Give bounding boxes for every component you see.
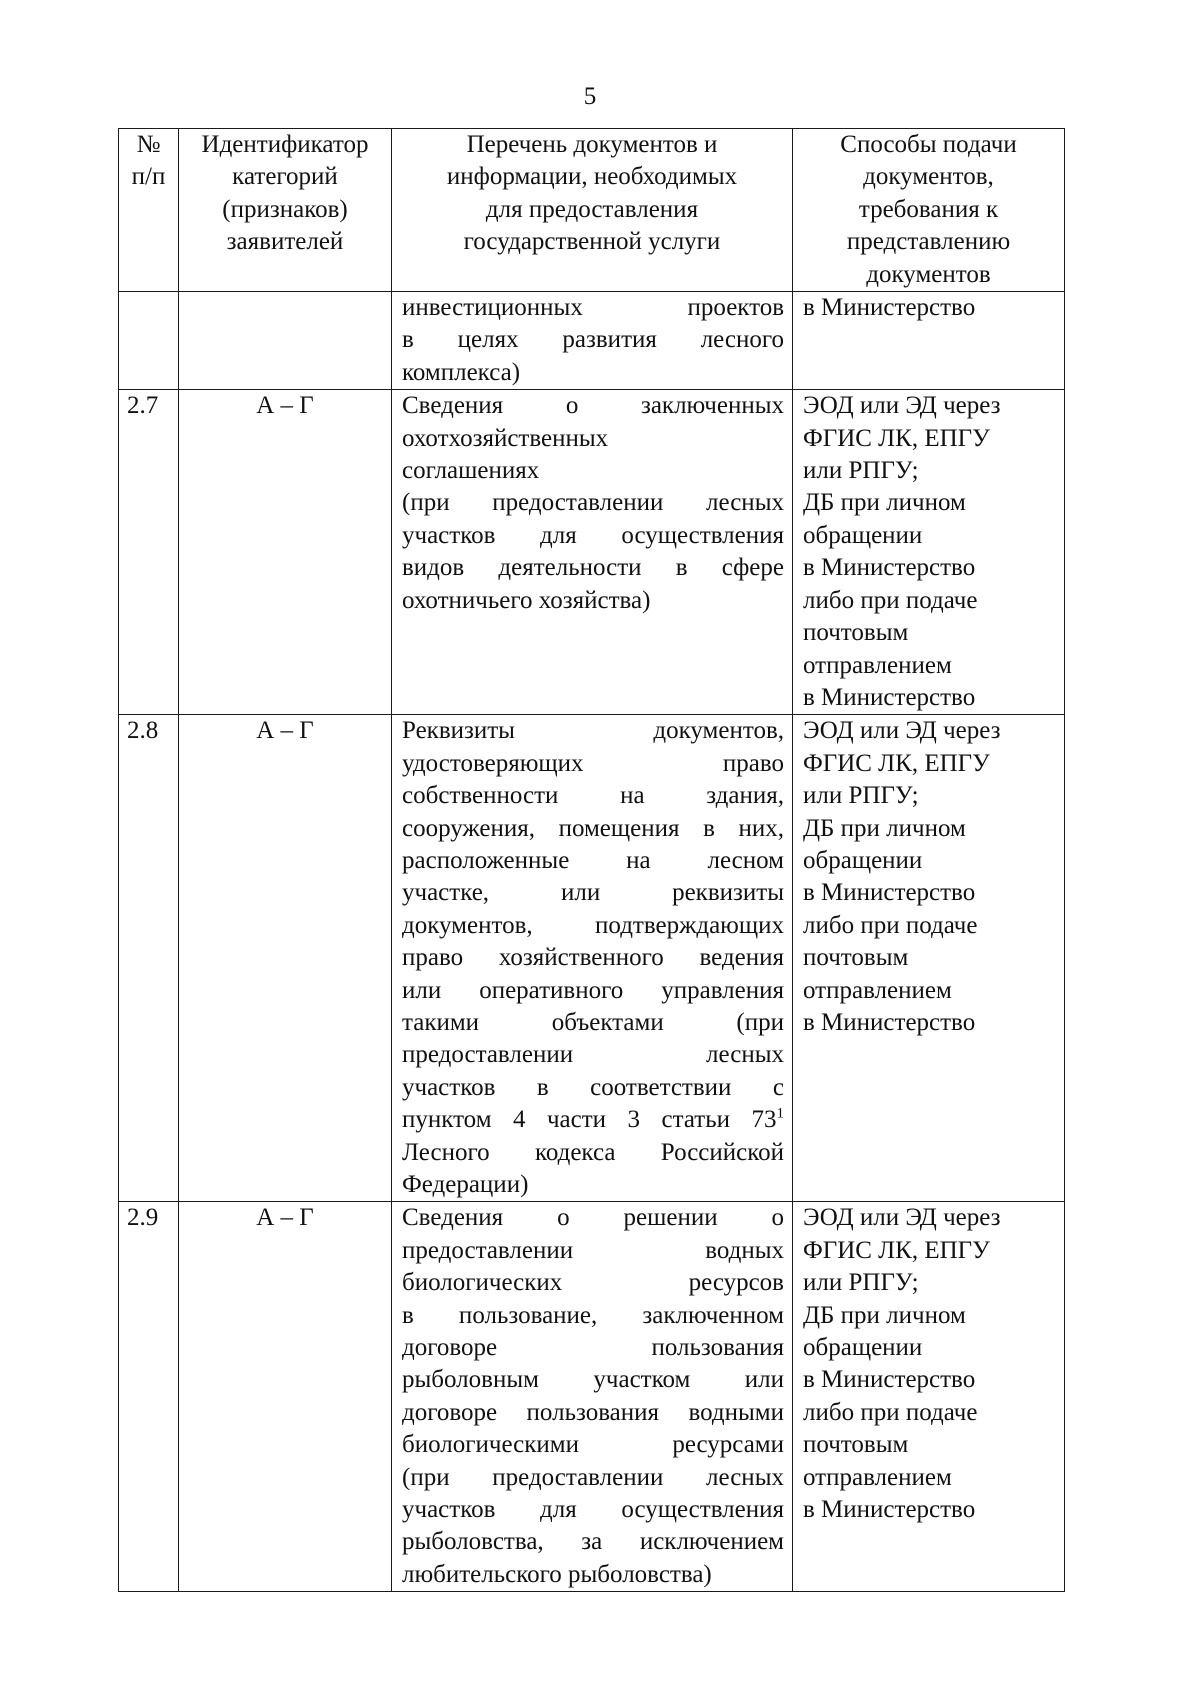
method-text-line: ФГИС ЛК, ЕПГУ <box>803 424 990 452</box>
document-text-line: Федерации) <box>402 1171 529 1198</box>
document-text-line: договоре пользования водными <box>402 1398 784 1426</box>
method-text-line: ДБ при личном <box>803 814 966 842</box>
document-text-line: Лесного кодекса Российской <box>402 1138 784 1166</box>
footnote-superscript: 1 <box>776 1105 784 1122</box>
header-text-line: представлению <box>846 228 1011 256</box>
document-text-line: участке, или реквизиты <box>402 879 784 907</box>
document-text-line: участков в соответствии с <box>402 1073 784 1101</box>
method-text-line: в Министерство <box>803 1008 976 1036</box>
document-text-line: Сведения о решении о <box>402 1204 784 1232</box>
document-text-line: видов деятельности в сфере <box>402 554 784 582</box>
header-text-line: требования к <box>858 195 999 223</box>
method-text-line: обращении <box>803 521 923 549</box>
document-text-line: Сведения о заключенных <box>402 392 784 420</box>
header-text-line: заявителей <box>226 228 344 256</box>
row-number-cell <box>119 1202 179 1592</box>
row-documents-cell <box>392 1202 793 1592</box>
row-number: 2.9 <box>127 1204 159 1232</box>
document-text-line: биологических ресурсов <box>402 1269 784 1297</box>
method-text-line: в Министерство <box>803 1366 976 1394</box>
row-number-cell <box>119 715 179 1202</box>
method-text-line: отправлением <box>803 976 952 1004</box>
document-text-line: такими объектами (при <box>402 1008 784 1036</box>
method-text-line: обращении <box>803 1334 923 1362</box>
header-text-line: информации, необходимых <box>446 163 738 191</box>
header-identifier <box>179 129 392 292</box>
header-text-line: Способы подачи <box>840 131 1017 158</box>
method-text-line: ЭОД или ЭД через <box>803 717 1001 745</box>
header-text-line: Идентификатор <box>201 131 369 158</box>
method-text-line: в Министерство <box>803 554 976 582</box>
row-identifier-cell <box>179 1202 392 1592</box>
row-number-cell <box>119 390 179 715</box>
row-methods-cell <box>793 1202 1065 1592</box>
method-text-line: в Министерство <box>803 294 976 322</box>
document-text-line: расположенные на лесном <box>402 846 784 874</box>
document-text-line: право хозяйственного ведения <box>402 944 784 972</box>
method-text-line: ДБ при личном <box>803 1301 966 1329</box>
row-number: 2.7 <box>127 392 159 420</box>
table-row <box>119 292 1065 390</box>
method-text-line: ДБ при личном <box>803 489 966 517</box>
document-text-line: (при предоставлении лесных <box>402 1463 784 1491</box>
method-text-line: почтовым <box>803 1431 909 1459</box>
row-identifier: А – Г <box>256 717 314 745</box>
method-text-line: либо при подаче <box>803 586 978 614</box>
header-text-line: п/п <box>131 163 166 191</box>
document-text-line: собственности на здания, <box>402 782 784 810</box>
row-methods-cell <box>793 715 1065 1202</box>
row-methods-cell <box>793 390 1065 715</box>
documents-table <box>118 128 1065 1592</box>
document-text-line: или оперативного управления <box>402 976 784 1004</box>
table-row <box>119 1202 1065 1592</box>
header-text-line: № <box>136 131 161 158</box>
method-text-line: почтовым <box>803 944 909 972</box>
document-text-line: участков для осуществления <box>402 521 784 549</box>
method-text-line: в Министерство <box>803 683 976 711</box>
document-text-line: предоставлении водных <box>402 1236 784 1264</box>
document-text-line: охотхозяйственных <box>402 424 609 452</box>
method-text-line: или РПГУ; <box>803 782 919 810</box>
method-text-line: ЭОД или ЭД через <box>803 392 1001 420</box>
document-text-line: договоре пользования <box>402 1334 784 1362</box>
document-text-line: биологическими ресурсами <box>402 1431 784 1459</box>
document-text-line: (при предоставлении лесных <box>402 489 784 517</box>
method-text-line: в Министерство <box>803 879 976 907</box>
table-header-row <box>119 129 1065 292</box>
table-row <box>119 715 1065 1202</box>
document-text-line: соглашениях <box>402 457 540 485</box>
row-identifier-cell <box>179 715 392 1202</box>
document-text-line: сооружения, помещения в них, <box>402 814 784 842</box>
header-text-line: государственной услуги <box>463 228 721 256</box>
method-text-line: ФГИС ЛК, ЕПГУ <box>803 1236 990 1264</box>
method-text-line: обращении <box>803 846 923 874</box>
method-text-line: либо при подаче <box>803 1398 978 1426</box>
header-text-line: Перечень документов и <box>466 131 718 158</box>
header-documents <box>392 129 793 292</box>
row-number-cell <box>119 292 179 390</box>
document-text-line: документов, подтверждающих <box>402 911 784 939</box>
document-text-line: любительского рыболовства) <box>402 1560 712 1588</box>
document-text-line: пунктом 4 части 3 статьи $73^1$ <box>402 1105 784 1134</box>
row-documents-cell <box>392 715 793 1202</box>
page-number: 5 <box>583 83 597 110</box>
row-identifier-cell <box>179 292 392 390</box>
row-methods-cell <box>793 292 1065 390</box>
document-text-line: охотничьего хозяйства) <box>402 586 651 614</box>
row-identifier: А – Г <box>256 392 314 420</box>
header-text-line: категорий <box>232 163 338 191</box>
document-text-line: участков для осуществления <box>402 1496 784 1524</box>
header-number <box>119 129 179 292</box>
method-text-line: ЭОД или ЭД через <box>803 1204 1001 1232</box>
row-identifier: А – Г <box>256 1204 314 1232</box>
document-text-line: рыболовным участком или <box>402 1366 784 1394</box>
document-text-line: инвестиционных проектов <box>402 294 784 322</box>
document-text-line: предоставлении лесных <box>402 1041 784 1069</box>
method-text-line: почтовым <box>803 619 909 647</box>
document-text-line: комплекса) <box>402 358 521 386</box>
header-methods <box>793 129 1065 292</box>
document-text-line: в пользование, заключенном <box>402 1301 784 1329</box>
document-text-line: Реквизиты документов, <box>402 717 784 745</box>
header-text-line: документов <box>866 260 991 288</box>
method-text-line: отправлением <box>803 1463 952 1491</box>
document-text-line: удостоверяющих право <box>402 749 784 777</box>
row-number: 2.8 <box>127 717 159 745</box>
header-text-line: (признаков) <box>222 195 348 223</box>
method-text-line: или РПГУ; <box>803 1269 919 1297</box>
row-documents-cell <box>392 292 793 390</box>
document-text-line: в целях развития лесного <box>402 326 784 354</box>
method-text-line: или РПГУ; <box>803 457 919 485</box>
row-documents-cell <box>392 390 793 715</box>
table-row <box>119 390 1065 715</box>
method-text-line: в Министерство <box>803 1496 976 1524</box>
method-text-line: либо при подаче <box>803 911 978 939</box>
header-text-line: для предоставления <box>485 195 699 223</box>
row-identifier-cell <box>179 390 392 715</box>
header-text-line: документов, <box>863 163 994 191</box>
method-text-line: ФГИС ЛК, ЕПГУ <box>803 749 990 777</box>
method-text-line: отправлением <box>803 651 952 679</box>
document-text-line: рыболовства, за исключением <box>402 1528 784 1556</box>
